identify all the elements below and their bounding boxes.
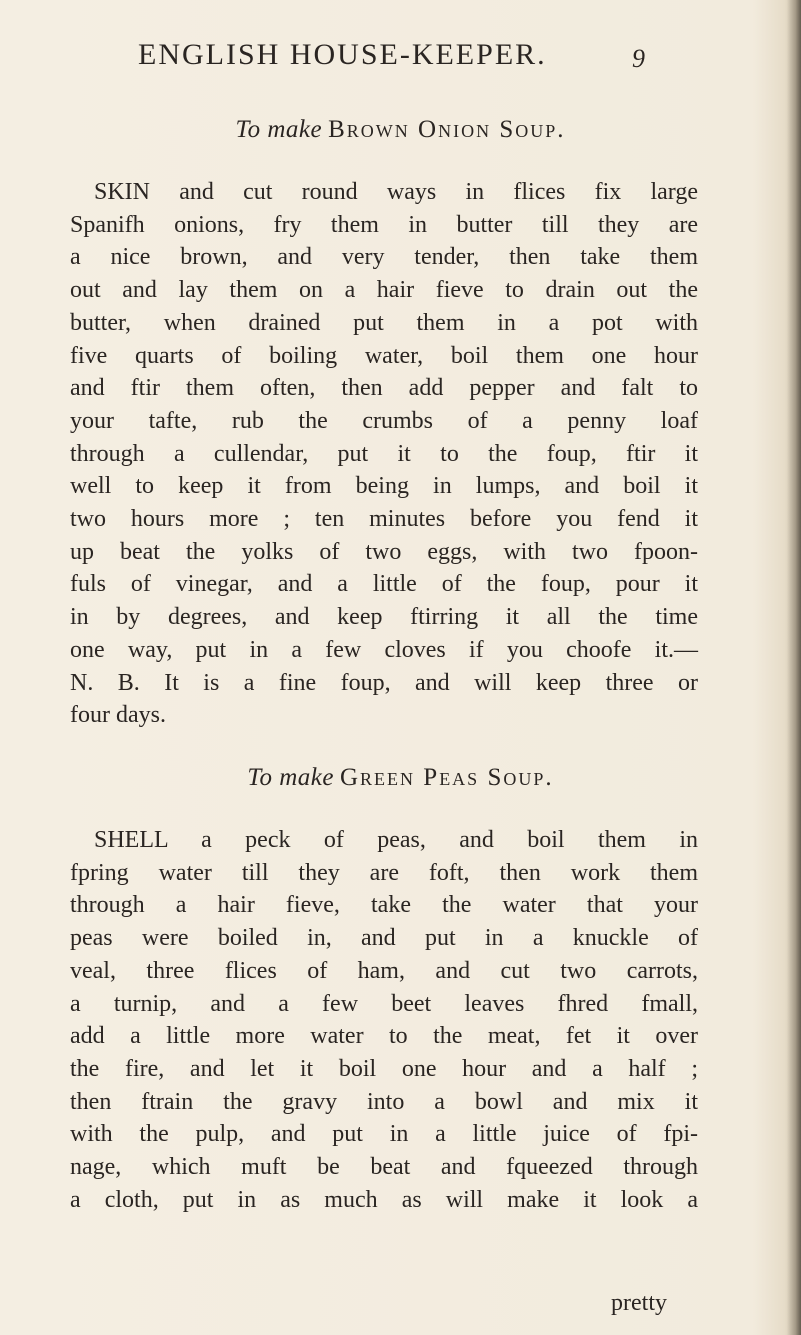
recipe-text xyxy=(70,176,698,732)
text-line: add a little more water to the meat, fet it over xyxy=(70,1023,698,1050)
text-line: and ftir them often, then add pepper and falt to xyxy=(70,375,698,402)
running-title: ENGLISH HOUSE-KEEPER. xyxy=(138,38,547,71)
text-line: in by degrees, and keep ftirring it all the time xyxy=(70,604,698,631)
text-line: a nice brown, and very tender, then take them xyxy=(70,244,698,271)
text-line: SKIN and cut round ways in flices fix large xyxy=(94,179,698,205)
text-line: four days. xyxy=(70,702,166,729)
text-line: the fire, and let it boil one hour and a half ; xyxy=(70,1055,698,1082)
text-line: fpring water till they are foft, then work them xyxy=(70,859,698,886)
text-line: then ftrain the gravy into a bowl and mix it xyxy=(70,1088,698,1115)
text-line: two hours more ; ten minutes before you fend it xyxy=(70,506,698,533)
text-line: well to keep it from being in lumps, and boil it xyxy=(70,473,698,500)
text-line: a turnip, and a few beet leaves fhred fmall, xyxy=(70,990,698,1017)
recipe-title xyxy=(0,116,801,144)
recipe-title-name: Brown Onion Soup. xyxy=(328,116,566,143)
recipe-title xyxy=(0,764,801,792)
text-line: Spanifh onions, fry them in butter till they are xyxy=(70,211,698,238)
text-line: N. B. It is a fine foup, and will keep three or xyxy=(70,669,698,696)
text-line: nage, which muft be beat and fqueezed through xyxy=(70,1154,698,1181)
page-number: 9 xyxy=(632,44,645,73)
text-line: through a hair fieve, take the water that your xyxy=(70,892,698,919)
text-line: SHELL a peck of peas, and boil them in xyxy=(94,827,698,853)
text-line: out and lay them on a hair fieve to drain out the xyxy=(70,277,698,304)
recipe-text xyxy=(70,824,698,1216)
text-line: butter, when drained put them in a pot with xyxy=(70,309,698,336)
text-line: your tafte, rub the crumbs of a penny loaf xyxy=(70,407,698,434)
text-line: one way, put in a few cloves if you choofe it.— xyxy=(70,636,698,663)
text-line: five quarts of boiling water, boil them one hour xyxy=(70,342,698,369)
text-line: fuls of vinegar, and a little of the foup, pour it xyxy=(70,571,698,598)
text-line: up beat the yolks of two eggs, with two fpoon- xyxy=(70,538,698,565)
text-line: through a cullendar, put it to the foup, ftir it xyxy=(70,440,698,467)
recipe-title-name: Green Peas Soup. xyxy=(339,764,554,791)
text-line: veal, three flices of ham, and cut two carrots, xyxy=(70,957,698,984)
page-edge-shadow xyxy=(787,0,801,1335)
text-line: peas were boiled in, and put in a knuckle of xyxy=(70,925,698,952)
recipe-title-lead: To make xyxy=(247,764,334,791)
text-line: a cloth, put in as much as will make it look a xyxy=(70,1186,698,1213)
recipe-title-lead: To make xyxy=(235,116,323,143)
catchword: pretty xyxy=(611,1290,667,1316)
text-line: with the pulp, and put in a little juice of fpi- xyxy=(70,1121,698,1148)
